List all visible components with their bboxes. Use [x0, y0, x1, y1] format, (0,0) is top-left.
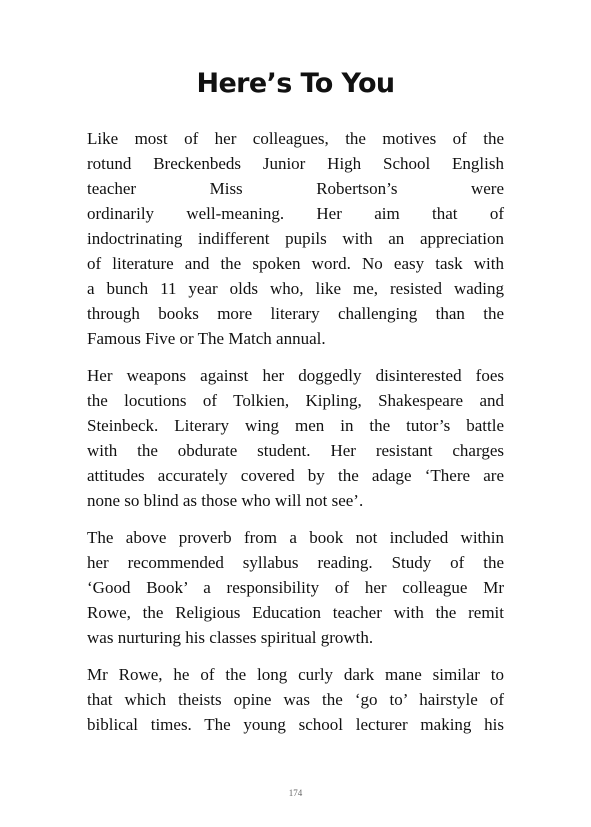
text-line: through books more literary challenging than the	[87, 304, 504, 323]
body-text	[87, 126, 504, 749]
text-line: indoctrinating indifferent pupils with an appreciation	[87, 229, 504, 248]
chapter-title: Here’s To You	[196, 68, 395, 99]
text-line: Steinbeck. Literary wing men in the tutor’s battle	[87, 416, 504, 435]
text-line: Like most of her colleagues, the motives of the	[87, 129, 504, 148]
text-line: ordinarily well-meaning. Her aim that of	[87, 204, 504, 223]
text-line: attitudes accurately covered by the adage ‘There are	[87, 466, 504, 485]
text-line: The above proverb from a book not included within	[87, 528, 504, 547]
text-line: a bunch 11 year olds who, like me, resisted wading	[87, 279, 504, 298]
paragraph-2	[87, 363, 504, 513]
text-line: with the obdurate student. Her resistant charges	[87, 441, 504, 460]
text-line: none so blind as those who will not see’.	[87, 491, 364, 510]
text-line: teacher Miss Robertson’s were	[87, 179, 504, 198]
text-line: Rowe, the Religious Education teacher with the remit	[87, 603, 504, 622]
text-line: biblical times. The young school lecturer making his	[87, 715, 504, 734]
text-line: was nurturing his classes spiritual growth.	[87, 628, 374, 647]
text-line: Famous Five or The Match annual.	[87, 329, 326, 348]
text-line: her recommended syllabus reading. Study of the	[87, 553, 504, 572]
paragraph-1	[87, 126, 504, 351]
text-line: rotund Breckenbeds Junior High School English	[87, 154, 504, 173]
paragraph-4	[87, 662, 504, 737]
text-line: Her weapons against her doggedly disinterested foes	[87, 366, 504, 385]
text-line: Mr Rowe, he of the long curly dark mane similar to	[87, 665, 504, 684]
text-line: of literature and the spoken word. No easy task with	[87, 254, 504, 273]
text-line: ‘Good Book’ a responsibility of her colleague Mr	[87, 578, 504, 597]
text-line: the locutions of Tolkien, Kipling, Shakespeare and	[87, 391, 504, 410]
page-number: 174	[288, 788, 303, 798]
text-line: that which theists opine was the ‘go to’ hairstyle of	[87, 690, 504, 709]
paragraph-3	[87, 525, 504, 650]
